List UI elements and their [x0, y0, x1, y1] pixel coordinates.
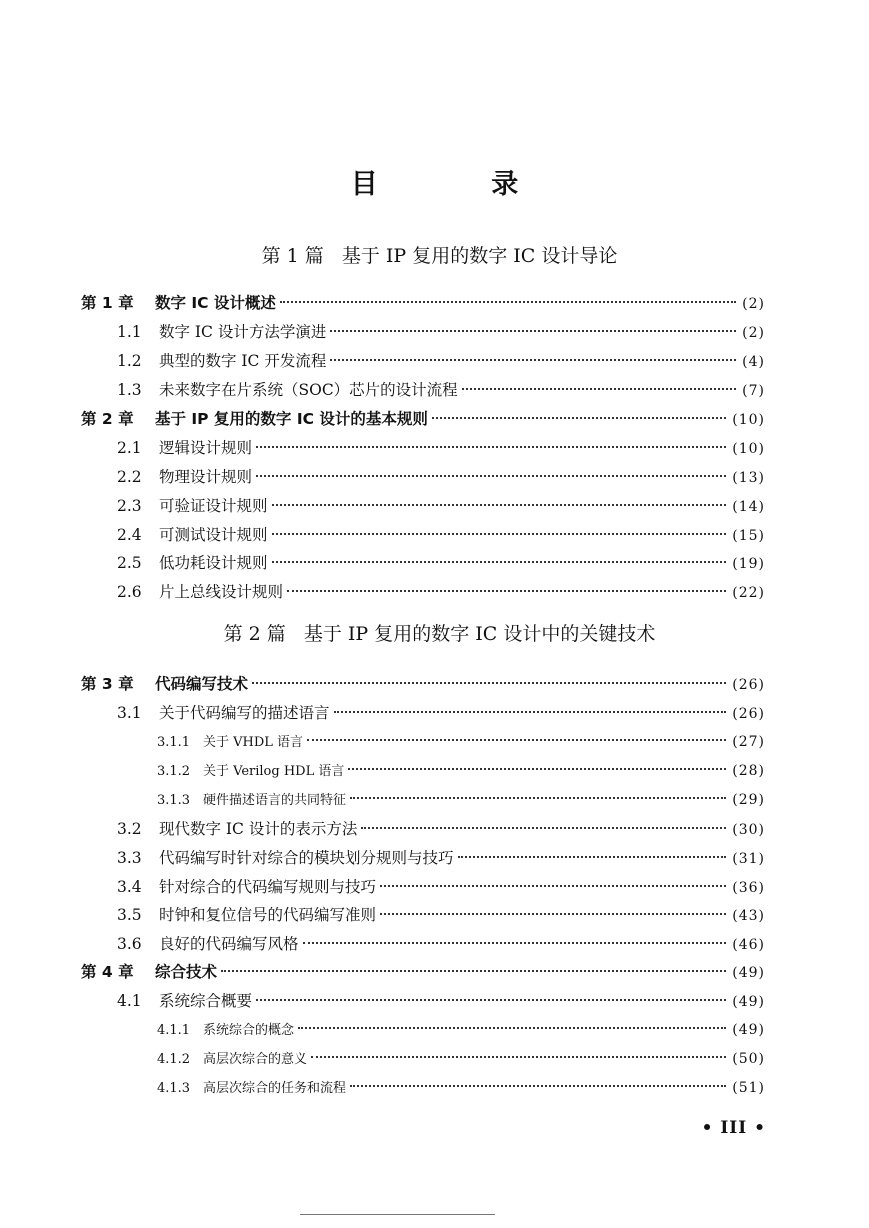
entry-title: 系统综合的概念 — [203, 1023, 295, 1038]
entry-page: (29) — [732, 792, 765, 808]
entry-title: 硬件描述语言的共同特征 — [203, 793, 347, 808]
dot-leader — [272, 504, 727, 506]
dot-leader — [280, 301, 736, 303]
entry-title: 低功耗设计规则 — [159, 554, 268, 572]
dot-leader — [361, 827, 726, 829]
toc-entry-section[interactable] — [117, 377, 765, 403]
toc-entry-section[interactable] — [117, 319, 765, 345]
dot-leader — [256, 475, 726, 477]
toc-entry-section[interactable] — [117, 464, 765, 490]
entry-page: (26) — [732, 706, 765, 722]
entry-title: 高层次综合的任务和流程 — [203, 1081, 347, 1096]
entry-page: (13) — [732, 470, 765, 486]
entry-title: 典型的数字 IC 开发流程 — [159, 352, 327, 370]
entry-title: 关于 VHDL 语言 — [203, 735, 304, 750]
dot-leader — [458, 856, 727, 858]
entry-number: 第 2 章 — [81, 410, 134, 428]
toc-entry-chapter[interactable] — [81, 959, 765, 985]
dot-leader — [348, 768, 726, 770]
part-title: 基于 IP 复用的数字 IC 设计导论 — [341, 245, 618, 267]
entry-title: 关于代码编写的描述语言 — [159, 704, 330, 722]
toc-entry-subsection[interactable] — [157, 729, 765, 755]
entry-page: (2) — [742, 325, 765, 341]
toc-entry-section[interactable] — [117, 550, 765, 576]
entry-number: 1.2 — [117, 352, 142, 370]
dot-leader — [350, 797, 726, 799]
dot-leader — [380, 913, 726, 915]
entry-number: 3.1 — [117, 704, 142, 722]
entry-title: 综合技术 — [155, 963, 218, 981]
toc-entry-section[interactable] — [117, 874, 765, 900]
entry-number: 4.1 — [117, 992, 142, 1010]
dot-leader — [334, 711, 727, 713]
entry-title: 针对综合的代码编写规则与技巧 — [159, 878, 377, 896]
entry-number: 3.5 — [117, 906, 142, 924]
entry-number: 3.4 — [117, 878, 142, 896]
page-number: • III • — [701, 1118, 766, 1138]
entry-page: (30) — [732, 822, 765, 838]
dot-leader — [303, 942, 727, 944]
page-title: 目 录 — [350, 169, 571, 200]
entry-number: 3.2 — [117, 820, 142, 838]
entry-title: 高层次综合的意义 — [203, 1052, 308, 1067]
entry-page: (14) — [732, 499, 765, 515]
entry-title: 数字 IC 设计概述 — [155, 294, 276, 312]
entry-number: 2.5 — [117, 554, 142, 572]
toc-entry-section[interactable] — [117, 902, 765, 928]
toc-entry-section[interactable] — [117, 816, 765, 842]
toc-entry-subsection[interactable] — [157, 1046, 765, 1072]
entry-page: (10) — [732, 441, 765, 457]
entry-title: 良好的代码编写风格 — [159, 935, 299, 953]
entry-page: (51) — [732, 1080, 765, 1096]
entry-title: 物理设计规则 — [159, 468, 253, 486]
entry-number: 第 1 章 — [81, 294, 134, 312]
entry-page: (19) — [732, 556, 765, 572]
toc-entry-chapter[interactable] — [81, 290, 765, 316]
entry-title: 数字 IC 设计方法学演进 — [159, 323, 327, 341]
entry-title: 逻辑设计规则 — [159, 439, 253, 457]
entry-number: 3.6 — [117, 935, 142, 953]
entry-title: 时钟和复位信号的代码编写准则 — [159, 906, 377, 924]
entry-page: (27) — [732, 734, 765, 750]
toc-entry-subsection[interactable] — [157, 1075, 765, 1101]
entry-title: 系统综合概要 — [159, 992, 253, 1010]
entry-number: 1.1 — [117, 323, 142, 341]
entry-number: 2.6 — [117, 583, 142, 601]
entry-page: (22) — [732, 585, 765, 601]
toc-entry-subsection[interactable] — [157, 787, 765, 813]
entry-title: 未来数字在片系统（SOC）芯片的设计流程 — [159, 381, 458, 399]
dot-leader — [307, 739, 726, 741]
toc-entry-section[interactable] — [117, 988, 765, 1014]
dot-leader — [252, 682, 726, 684]
toc-entry-section[interactable] — [117, 845, 765, 871]
dot-leader — [330, 359, 736, 361]
dot-leader — [272, 561, 727, 563]
toc-entry-section[interactable] — [117, 700, 765, 726]
dot-leader — [380, 885, 726, 887]
dot-leader — [298, 1027, 726, 1029]
dot-leader — [350, 1085, 726, 1087]
toc-entry-section[interactable] — [117, 435, 765, 461]
dot-leader — [462, 388, 736, 390]
entry-title: 现代数字 IC 设计的表示方法 — [159, 820, 358, 838]
dot-leader — [287, 590, 726, 592]
dot-leader — [330, 330, 736, 332]
bottom-divider — [300, 1214, 495, 1215]
entry-page: (49) — [732, 994, 765, 1010]
part-label: 第 1 篇 — [261, 245, 324, 267]
entry-page: (46) — [732, 937, 765, 953]
entry-page: (49) — [732, 1022, 765, 1038]
entry-title: 关于 Verilog HDL 语言 — [203, 764, 345, 779]
entry-title: 可测试设计规则 — [159, 526, 268, 544]
entry-number: 2.3 — [117, 497, 142, 515]
entry-title: 基于 IP 复用的数字 IC 设计的基本规则 — [155, 410, 428, 428]
entry-number: 3.3 — [117, 849, 142, 867]
part-heading — [0, 243, 869, 269]
part-label: 第 2 篇 — [223, 623, 286, 645]
entry-page: (36) — [732, 880, 765, 896]
entry-page: (49) — [732, 965, 765, 981]
part-heading — [0, 621, 869, 647]
entry-page: (26) — [732, 677, 765, 693]
entry-title: 代码编写技术 — [155, 675, 249, 693]
entry-page: (31) — [732, 851, 765, 867]
entry-title: 片上总线设计规则 — [159, 583, 284, 601]
toc-entry-section[interactable] — [117, 348, 765, 374]
toc-entry-section[interactable] — [117, 493, 765, 519]
entry-page: (10) — [732, 412, 765, 428]
toc-entry-chapter[interactable] — [81, 406, 765, 432]
entry-page: (15) — [732, 528, 765, 544]
entry-number: 4.1.3 — [157, 1081, 191, 1096]
entry-page: (4) — [742, 354, 765, 370]
entry-title: 可验证设计规则 — [159, 497, 268, 515]
toc-entry-section[interactable] — [117, 579, 765, 605]
entry-number: 3.1.2 — [157, 764, 191, 779]
entry-title: 代码编写时针对综合的模块划分规则与技巧 — [159, 849, 454, 867]
entry-number: 第 3 章 — [81, 675, 134, 693]
dot-leader — [256, 446, 726, 448]
entry-number: 2.2 — [117, 468, 142, 486]
entry-page: (50) — [732, 1051, 765, 1067]
entry-page: (2) — [742, 296, 765, 312]
toc-entry-section[interactable] — [117, 931, 765, 957]
entry-number: 2.1 — [117, 439, 142, 457]
entry-page: (28) — [732, 763, 765, 779]
dot-leader — [256, 999, 726, 1001]
dot-leader — [311, 1056, 726, 1058]
entry-number: 3.1.1 — [157, 735, 191, 750]
entry-page: (7) — [742, 383, 765, 399]
part-title: 基于 IP 复用的数字 IC 设计中的关键技术 — [303, 623, 656, 645]
entry-number: 2.4 — [117, 526, 142, 544]
dot-leader — [432, 417, 726, 419]
entry-number: 1.3 — [117, 381, 142, 399]
entry-number: 第 4 章 — [81, 963, 134, 981]
entry-number: 4.1.1 — [157, 1023, 191, 1038]
toc-entry-subsection[interactable] — [157, 1017, 765, 1043]
toc-entry-subsection[interactable] — [157, 758, 765, 784]
entry-number: 3.1.3 — [157, 793, 191, 808]
toc-entry-chapter[interactable] — [81, 671, 765, 697]
dot-leader — [272, 533, 727, 535]
entry-number: 4.1.2 — [157, 1052, 191, 1067]
entry-page: (43) — [732, 908, 765, 924]
toc-entry-section[interactable] — [117, 522, 765, 548]
dot-leader — [221, 970, 726, 972]
